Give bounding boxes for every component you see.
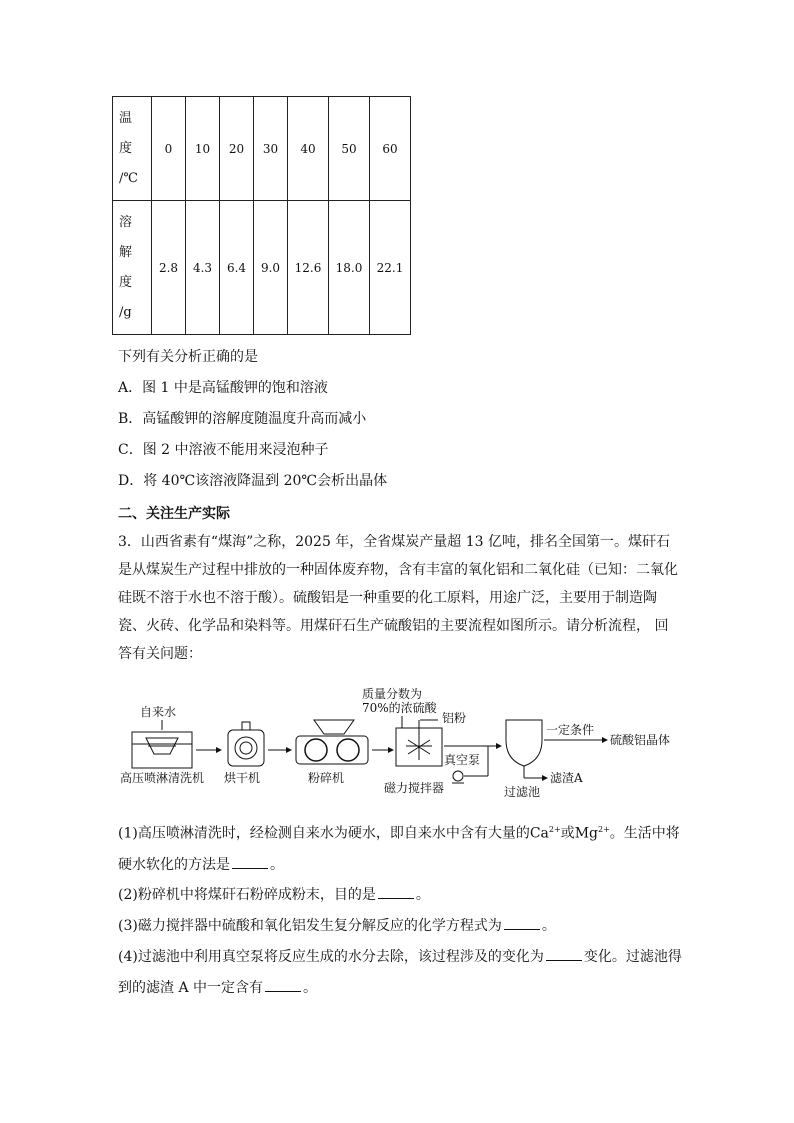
process-flow-diagram [118,680,708,800]
solubility-table [112,96,411,335]
magnesium-ion: Mg [574,825,598,842]
sub4-text-mid: 变化。过滤池得 [583,949,682,965]
table-cell: 10 [186,97,220,201]
answer-blank[interactable] [232,856,268,869]
answer-blank[interactable] [378,886,414,899]
sub3-text: (3)磁力搅拌器中硫酸和氧化铝发生复分解反应的化学方程式为 [118,918,502,934]
header-char: /g [119,304,132,320]
sub-question-1 [118,814,684,881]
header-char: 度 [119,140,133,156]
table-cell: 20 [220,97,254,201]
condition-label: 一定条件 [546,723,595,737]
table-cell: 60 [370,97,411,201]
table-cell: 22.1 [370,201,411,335]
answer-blank[interactable] [265,979,301,992]
table-cell: 2.8 [152,201,186,335]
magnesium-charge: 2+ [598,825,610,834]
table-cell: 12.6 [288,201,329,335]
question-stem: 下列有关分析正确的是 [118,349,258,365]
sub2-text: (2)粉碎机中将煤矸石粉碎成粉末，目的是 [118,887,376,903]
sub1-end: 。 [270,856,284,873]
washer-label: 高压喷淋清洗机 [120,771,205,785]
table-cell: 9.0 [254,201,288,335]
stirrer-icon [396,720,442,766]
sub1-text-line2: 硬水软化的方法是 [118,856,230,873]
option-a: A．图 1 中是高锰酸钾的饱和溶液 [118,380,328,396]
tap-water-label: 自来水 [140,705,177,719]
table-cell: 6.4 [220,201,254,335]
option-d: D．将 40℃该溶液降温到 20℃会析出晶体 [118,473,388,489]
answer-blank[interactable] [504,917,540,930]
header-char: 温 [119,110,133,126]
table-cell: 0 [152,97,186,201]
table-cell: 40 [288,97,329,201]
calcium-charge: 2+ [548,825,561,834]
crusher-label: 粉碎机 [308,771,345,785]
sub4-text-line2: 到的滤渣 A 中一定含有 [118,980,264,996]
sub-question-4 [118,942,684,1004]
sub-question-3 [118,911,684,942]
washer-icon [132,732,192,768]
answer-blank[interactable] [546,948,582,961]
solubility-row [113,201,411,335]
option-b: B．高锰酸钾的溶解度随温度升高而减小 [118,411,367,427]
sub1-text-tail: 。生活中将 [609,825,680,842]
header-char: /℃ [119,170,138,186]
filter-icon [506,720,542,766]
sub-question-2 [118,880,684,911]
dryer-label: 烘干机 [224,771,261,785]
sub3-end: 。 [541,918,556,934]
section-title: 二、关注生产实际 [118,506,230,522]
calcium-ion: Ca [529,825,549,842]
temperature-row [113,97,411,201]
header-char: 解 [119,244,133,260]
table-cell: 50 [329,97,370,201]
option-c: C．图 2 中溶液不能用来浸泡种子 [118,442,329,458]
header-char: 度 [119,274,133,290]
dryer-icon [228,722,264,766]
crusher-icon [296,720,368,764]
stirrer-label: 磁力搅拌器 [384,781,445,795]
solubility-header [113,201,152,335]
filter-label: 过滤池 [504,785,541,799]
sub1-text: (1)高压喷淋清洗时，经检测自来水为硬水，即自来水中含有大量的 [118,825,530,842]
header-char: 溶 [119,214,133,230]
acid-label-line1: 质量分数为 [362,687,423,701]
sub4-end: 。 [303,980,318,996]
table-cell: 30 [254,97,288,201]
residue-label: 滤渣A [550,771,583,785]
sub2-end: 。 [415,887,430,903]
sub4-text: (4)过滤池中利用真空泵将反应生成的水分去除，该过程涉及的变化为 [118,949,544,965]
acid-label-line2: 70%的浓硫酸 [362,701,437,715]
table-cell: 18.0 [329,201,370,335]
sub1-or: 或 [560,825,575,842]
temperature-header [113,97,152,201]
pump-label: 真空泵 [444,753,481,767]
question-3-stem: 3．山西省素有“煤海”之称，2025 年，全省煤炭产量超 13 亿吨，排名全国第一。煤矸石是从煤炭生产过程中排放的一种固体废弃物，含有丰富的氧化铝和二氧化硅（已知：二氧化硅既不溶于水也不溶于酸）。硫酸铝是一种重要的化工原料，用途广泛，主要用于制造陶瓷、火砖、化学品和染料等。用煤矸石生产硫酸铝的主要流程如图所示。请分析流程， 回答有关问题： [118,534,678,662]
table-cell: 4.3 [186,201,220,335]
product-label: 硫酸铝晶体 [610,733,671,747]
al-powder-label: 铝粉 [442,711,467,725]
